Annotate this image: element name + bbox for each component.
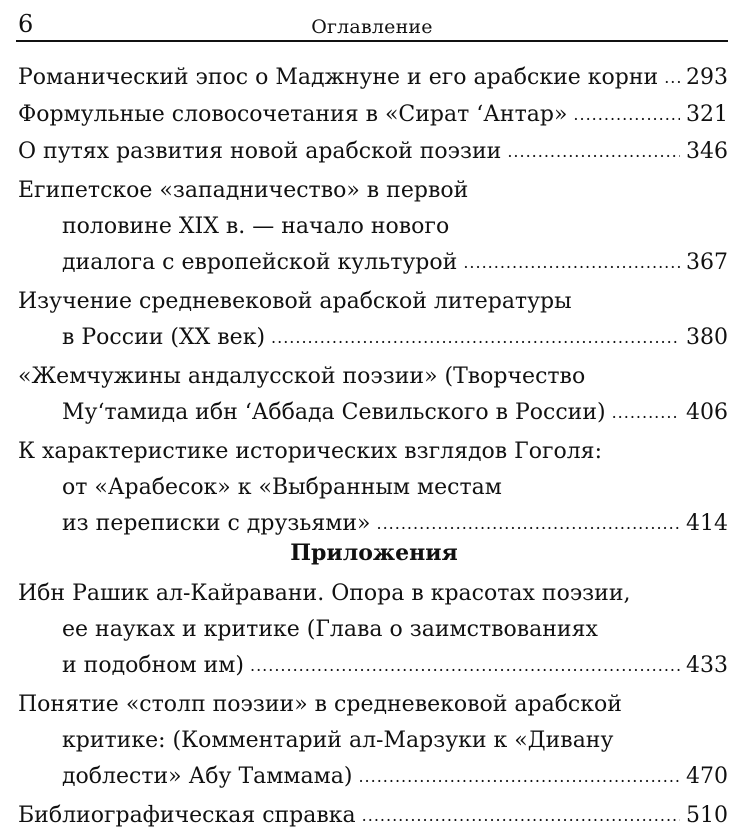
toc-entry-title-line: от «Арабесок» к «Выбранным местам bbox=[62, 475, 502, 500]
toc-entry-page: 380 bbox=[686, 325, 728, 350]
dot-leader bbox=[250, 648, 680, 684]
dot-leader bbox=[507, 134, 680, 170]
toc-entry-page: 346 bbox=[686, 139, 728, 164]
dot-leader bbox=[664, 60, 680, 96]
toc-entry-page: 433 bbox=[686, 653, 728, 678]
toc-entry bbox=[18, 798, 728, 835]
dot-leader bbox=[376, 506, 680, 542]
toc-entry bbox=[18, 284, 728, 357]
toc-entry-title: Формульные словосочетания в «Сират ‘Антар» bbox=[18, 102, 568, 127]
page-number: 6 bbox=[18, 10, 34, 38]
toc-entry-last-line bbox=[18, 245, 728, 282]
toc-entry bbox=[18, 97, 728, 134]
toc-entry-title-line: критике: (Комментарий ал-Марзуки к «Дивану bbox=[62, 728, 614, 753]
toc-entry-title-line: Египетское «западничество» в первой bbox=[18, 178, 469, 203]
toc-entry-page: 293 bbox=[686, 65, 728, 90]
toc-entry-title: из переписки с друзьями» bbox=[62, 511, 371, 536]
toc-entry-last-line bbox=[18, 798, 728, 835]
toc-entry-title: доблести» Абу Таммама) bbox=[62, 764, 353, 789]
running-header bbox=[16, 10, 728, 42]
toc-entry-title: Библиографическая справка bbox=[18, 803, 356, 828]
appendix-heading: Приложения bbox=[290, 540, 458, 566]
toc-entry bbox=[18, 687, 728, 796]
dot-leader bbox=[612, 395, 680, 431]
toc-entry-title: Романический эпос о Маджнуне и его арабские корни bbox=[18, 65, 659, 90]
dot-leader bbox=[358, 759, 680, 795]
toc-entry-title-line: Изучение средневековой арабской литературы bbox=[18, 289, 572, 314]
toc-entry-last-line bbox=[18, 759, 728, 796]
toc-entry-title-line: «Жемчужины андалусской поэзии» (Творчество bbox=[18, 364, 586, 389]
toc-entry-page: 321 bbox=[686, 102, 728, 127]
toc-entry-page: 470 bbox=[686, 764, 728, 789]
toc-entry bbox=[18, 359, 728, 432]
dot-leader bbox=[463, 245, 680, 281]
toc-entry bbox=[18, 434, 728, 543]
running-title: Оглавление bbox=[311, 16, 433, 38]
toc-entry-title: О путях развития новой арабской поэзии bbox=[18, 139, 502, 164]
toc-entry-title-line: К характеристике исторических взглядов Гоголя: bbox=[18, 439, 602, 464]
toc-entry-page: 406 bbox=[686, 400, 728, 425]
toc-entry-title-line: ее науках и критике (Глава о заимствованиях bbox=[62, 617, 598, 642]
dot-leader bbox=[573, 97, 680, 133]
toc-entry-title: диалога с европейской культурой bbox=[62, 250, 458, 275]
toc-entry bbox=[18, 576, 728, 685]
toc-entry-title: Му‘тамида ибн ‘Аббада Севильского в России) bbox=[62, 400, 606, 425]
toc-entry-last-line bbox=[18, 60, 728, 97]
toc-entry-title: в России (XX век) bbox=[62, 325, 266, 350]
toc-entry-last-line bbox=[18, 648, 728, 685]
toc-entry bbox=[18, 60, 728, 97]
toc-entry-title-line: половине XIX в. — начало нового bbox=[62, 214, 450, 239]
dot-leader bbox=[271, 320, 680, 356]
toc-entry-last-line bbox=[18, 506, 728, 543]
dot-leader bbox=[362, 798, 680, 834]
table-of-contents bbox=[18, 60, 728, 543]
toc-entry-last-line bbox=[18, 97, 728, 134]
toc-entry-title: и подобном им) bbox=[62, 653, 244, 678]
toc-entry-page: 414 bbox=[686, 511, 728, 536]
toc-entry-last-line bbox=[18, 320, 728, 357]
toc-entry bbox=[18, 173, 728, 282]
toc-entry bbox=[18, 134, 728, 171]
appendix-contents bbox=[18, 576, 728, 835]
toc-entry-last-line bbox=[18, 134, 728, 171]
toc-entry-page: 367 bbox=[686, 250, 728, 275]
toc-entry-page: 510 bbox=[686, 803, 728, 828]
toc-entry-last-line bbox=[18, 395, 728, 432]
toc-entry-title-line: Ибн Рашик ал-Кайравани. Опора в красотах поэзии, bbox=[18, 581, 631, 606]
toc-entry-title-line: Понятие «столп поэзии» в средневековой арабской bbox=[18, 692, 622, 717]
